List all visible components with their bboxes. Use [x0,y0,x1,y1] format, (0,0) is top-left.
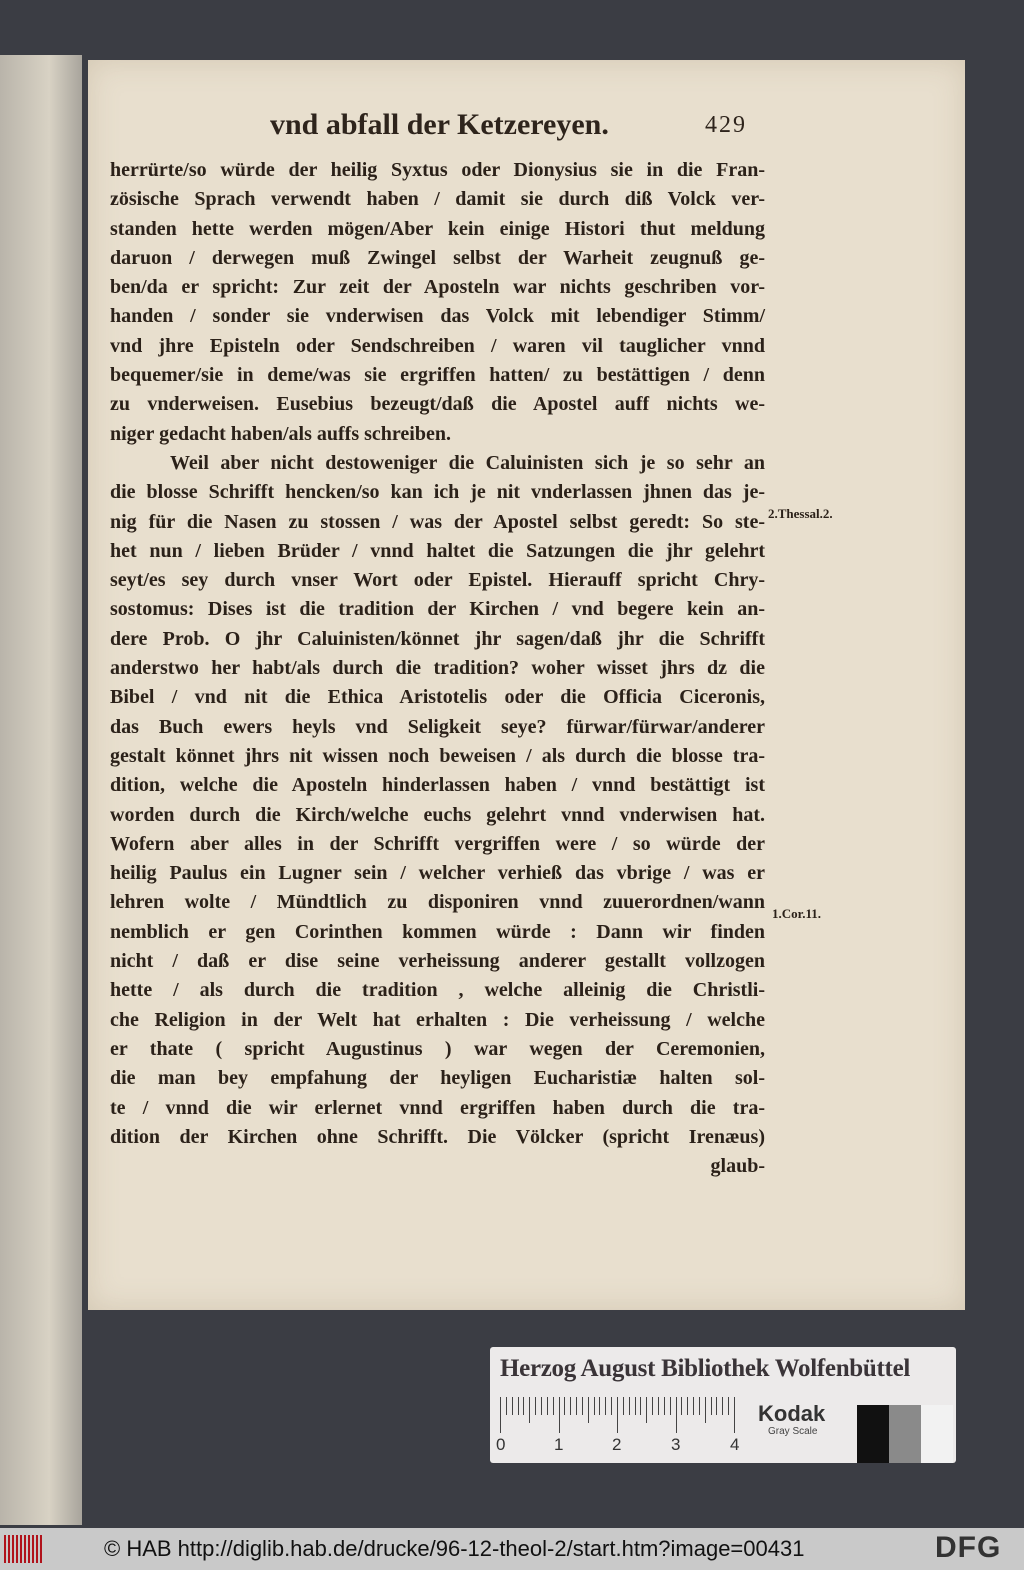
text-line: Weil aber nicht destoweniger die Caluinisten sich je so sehr an [170,451,765,474]
text-line: hette / als durch die tradition , welche alleinig die Christli- [110,979,765,1002]
ruler-tick [711,1397,712,1415]
ruler-tick [658,1397,659,1415]
text-line: Bibel / vnd nit die Ethica Aristotelis oder die Officia Ciceronis, [110,686,765,709]
text-line: zösische Sprach verwendt haben / damit sie durch diß Volck ver- [110,188,765,211]
kodak-logo: Kodak [758,1401,826,1426]
text-line: er thate ( spricht Augustinus ) war wegen der Ceremonien, [110,1037,765,1060]
gray-scale-label: Gray Scale [768,1426,818,1437]
ruler-tick [588,1397,589,1423]
ruler-tick [594,1397,595,1415]
ruler-tick [564,1397,565,1415]
text-line: lehren wolte / Mündtlich zu disponiren vnnd zuuerordnen/wann [110,891,765,914]
text-line: nicht / daß er dise seine verheissung anderer gestallt vollzogen [110,950,765,973]
text-line: standen hette werden mögen/Aber kein einige Histori thut meldung [110,217,765,240]
ruler-tick [512,1397,513,1415]
ruler-tick [705,1397,706,1423]
ruler-tick [506,1397,507,1415]
text-line: sostomus: Dises ist die tradition der Kirchen / vnd begere kein an- [110,598,765,621]
text-line: seyt/es sey durch vnser Wort oder Epistel. Hierauff spricht Chry- [110,569,765,592]
text-line: dere Prob. O jhr Caluinisten/könnet jhr sagen/daß jhr die Schrifft [110,627,765,650]
ruler-tick [693,1397,694,1415]
dfg-logo: DFG [935,1531,1002,1564]
ruler-tick [629,1397,630,1415]
footer-bar [0,1528,1024,1570]
text-line: daruon / derwegen muß Zwingel selbst der Warheit zeugnuß ge- [110,246,765,269]
marginal-note: 1.Cor.11. [772,906,821,921]
ruler-tick [582,1397,583,1415]
text-line: te / vnnd die wir erlernet vnnd ergriffen haben durch die tra- [110,1096,765,1119]
page-body-text [110,156,765,1181]
ruler-tick [716,1397,717,1415]
gray-patch-mid [889,1405,921,1463]
ruler-tick [728,1397,729,1415]
ruler-tick [559,1397,560,1433]
ruler-tick [652,1397,653,1415]
copyright-url[interactable]: © HAB http://diglib.hab.de/drucke/96-12-theol-2/start.htm?image=00431 [104,1536,805,1561]
ruler-tick [518,1397,519,1415]
ruler-tick [681,1397,682,1415]
text-line: dition, welche die Aposteln hinderlassen haben / vnnd bestättigt ist [110,774,765,797]
gray-patch-black [857,1405,889,1463]
ruler-number: 3 [671,1435,681,1454]
ruler-tick [541,1397,542,1415]
text-line: nemblich er gen Corinthen kommen würde : Dann wir finden [110,920,765,943]
hab-logo-icon [4,1535,44,1563]
text-line: niger gedacht haben/als auffs schreiben. [110,422,451,445]
ruler-tick [617,1397,618,1433]
ruler-tick [500,1397,501,1433]
text-line: zu vnderweisen. Eusebius bezeugt/daß die Apostel auff nichts we- [110,393,765,416]
ruler-tick [699,1397,700,1415]
text-line: die man bey empfahung der heyligen Eucharistiæ halten sol- [110,1067,765,1090]
ruler-number: 4 [730,1435,740,1454]
ruler-tick [570,1397,571,1415]
text-line: vnd jhre Episteln oder Sendschreiben / waren vil tauglicher vnnd [110,334,765,357]
text-line: das Buch ewers heyls vnd Seligkeit seye? fürwar/fürwar/anderer [110,715,765,738]
ruler-tick [529,1397,530,1423]
ruler-tick [676,1397,677,1433]
text-line: worden durch die Kirch/welche euchs gelehrt vnnd vnderwisen hat. [110,803,765,826]
ruler-number: 0 [496,1435,506,1454]
color-calibration-card [490,1347,956,1463]
ruler-tick [611,1397,612,1415]
ruler-number: 1 [554,1435,564,1454]
text-line: Wofern aber alles in der Schrifft vergriffen were / so würde der [110,832,765,855]
ruler-tick [553,1397,554,1415]
text-line: dition der Kirchen ohne Schrifft. Die Völcker (spricht Irenæus) [110,1125,765,1148]
text-line: glaub- [710,1155,765,1178]
text-line: nig für die Nasen zu stossen / was der Apostel selbst geredt: So ste- [110,510,765,533]
ruler-tick [599,1397,600,1415]
text-line: handen / sonder sie vnderwisen das Volck mit lebendiger Stimm/ [110,305,765,328]
gray-patch-white [921,1405,953,1463]
ruler-tick [605,1397,606,1415]
ruler-tick [547,1397,548,1415]
ruler-tick [623,1397,624,1415]
text-line: bequemer/sie in deme/was sie ergriffen hatten/ zu bestättigen / denn [110,364,765,387]
ruler-tick [670,1397,671,1415]
ruler-tick [523,1397,524,1415]
text-line: het nun / lieben Brüder / vnnd haltet die Satzungen die jhr gelehrt [110,539,765,562]
ruler-tick [664,1397,665,1415]
text-line: herrürte/so würde der heilig Syxtus oder Dionysius sie in die Fran- [110,159,765,181]
ruler-scale [500,1397,740,1437]
ruler-tick [640,1397,641,1415]
text-line: gestalt könnet jhrs nit wissen noch beweisen / als durch die blosse tra- [110,744,765,767]
text-line: ben/da er spricht: Zur zeit der Aposteln war nichts geschriben vor- [110,276,765,299]
text-line: anderstwo her habt/als durch die tradition? woher wisset jhrs dz die [110,657,765,680]
library-name: Herzog August Bibliothek Wolfenbüttel [500,1355,911,1382]
ruler-tick [646,1397,647,1423]
page-number: 429 [705,112,747,138]
ruler-tick [734,1397,735,1433]
running-head: vnd abfall der Ketzereyen. [270,108,609,141]
ruler-tick [687,1397,688,1415]
ruler-tick [722,1397,723,1415]
ruler-tick [635,1397,636,1415]
marginal-note: 2.Thessal.2. [768,506,833,521]
text-line: che Religion in der Welt hat erhalten : Die verheissung / welche [110,1008,765,1031]
ruler-tick [535,1397,536,1415]
text-line: heilig Paulus ein Lugner sein / welcher verhieß das vbrige / was er [110,862,765,885]
previous-page-edge [0,55,82,1525]
text-line: die blosse Schrifft hencken/so kan ich je nit vnderlassen jhnen das je- [110,481,765,504]
ruler-tick [576,1397,577,1415]
ruler-number: 2 [612,1435,622,1454]
